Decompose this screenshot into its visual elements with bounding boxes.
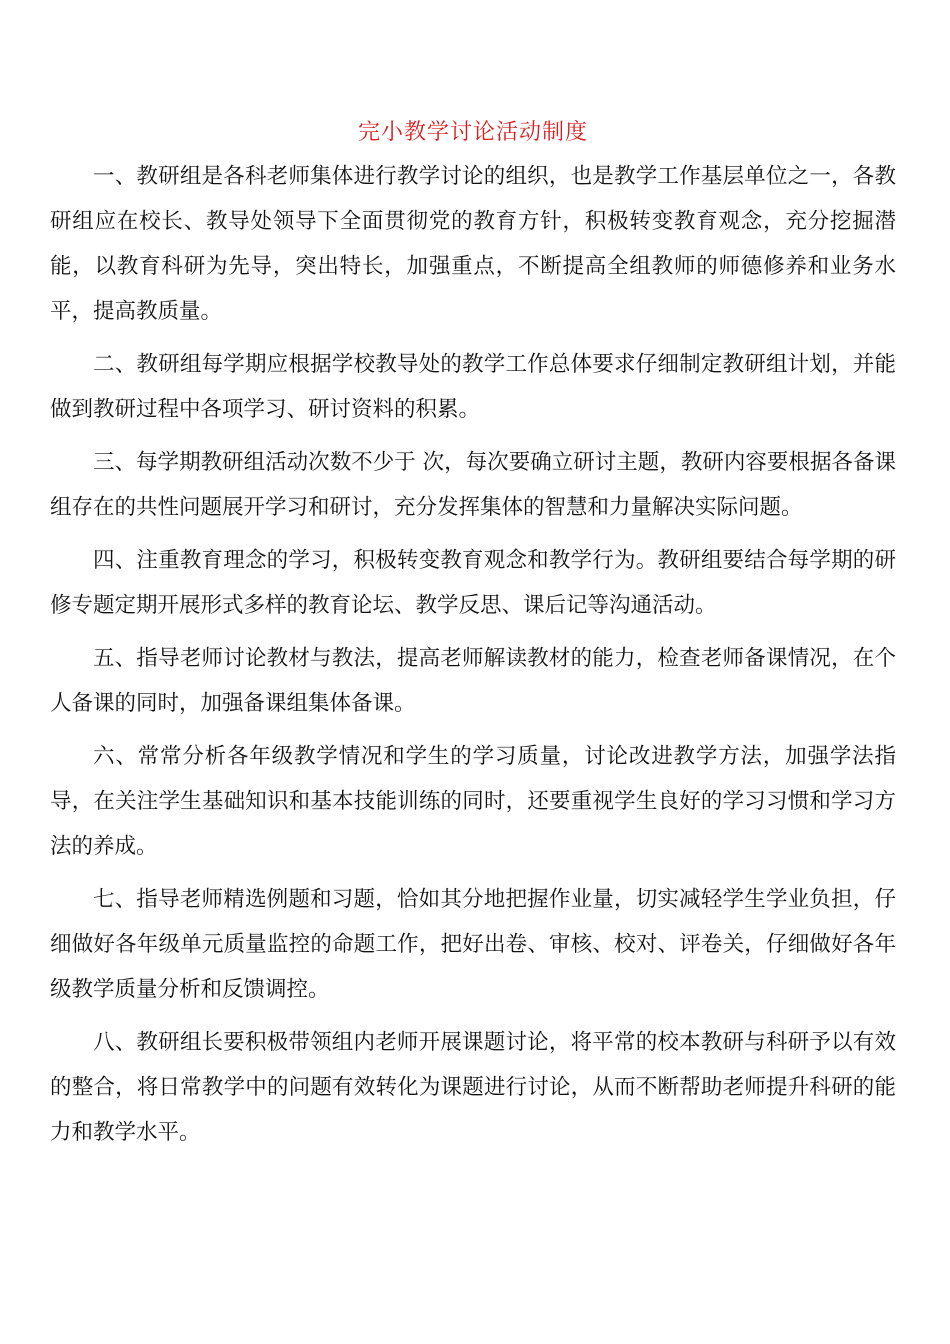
paragraph-2: 二、教研组每学期应根据学校教导处的教学工作总体要求仔细制定教研组计划，并能做到教研过程中各项学习、研讨资料的积累。 <box>50 352 896 422</box>
document-body <box>50 154 896 1155</box>
paragraph-7: 七、指导老师精选例题和习题，恰如其分地把握作业量，切实减轻学生学业负担，仔细做好各年级单元质量监控的命题工作，把好出卷、审核、校对、评卷关，仔细做好各年级教学质量分析和反馈调控。 <box>50 887 896 1002</box>
paragraph-5: 五、指导老师讨论教材与教法，提高老师解读教材的能力，检查老师备课情况，在个人备课的同时，加强备课组集体备课。 <box>50 646 896 716</box>
paragraph-1: 一、教研组是各科老师集体进行教学讨论的组织，也是教学工作基层单位之一，各教研组应在校长、教导处领导下全面贯彻党的教育方针，积极转变教育观念，充分挖掘潜能，以教育科研为先导，突出特长，加强重点，不断提高全组教师的师德修养和业务水平，提高教质量。 <box>50 164 896 324</box>
document-page <box>50 112 896 1163</box>
paragraph-4: 四、注重教育理念的学习，积极转变教育观念和教学行为。教研组要结合每学期的研修专题定期开展形式多样的教育论坛、教学反思、课后记等沟通活动。 <box>50 548 896 618</box>
paragraph-3: 三、每学期教研组活动次数不少于 次，每次要确立研讨主题，教研内容要根据各备课组存在的共性问题展开学习和研讨，充分发挥集体的智慧和力量解决实际问题。 <box>50 450 896 520</box>
paragraph-6: 六、常常分析各年级教学情况和学生的学习质量，讨论改进教学方法，加强学法指导，在关注学生基础知识和基本技能训练的同时，还要重视学生良好的学习习惯和学习方法的养成。 <box>50 744 896 859</box>
paragraph-8: 八、教研组长要积极带领组内老师开展课题讨论，将平常的校本教研与科研予以有效的整合，将日常教学中的问题有效转化为课题进行讨论，从而不断帮助老师提升科研的能力和教学水平。 <box>50 1030 896 1145</box>
document-title: 完小教学讨论活动制度 <box>357 120 588 145</box>
